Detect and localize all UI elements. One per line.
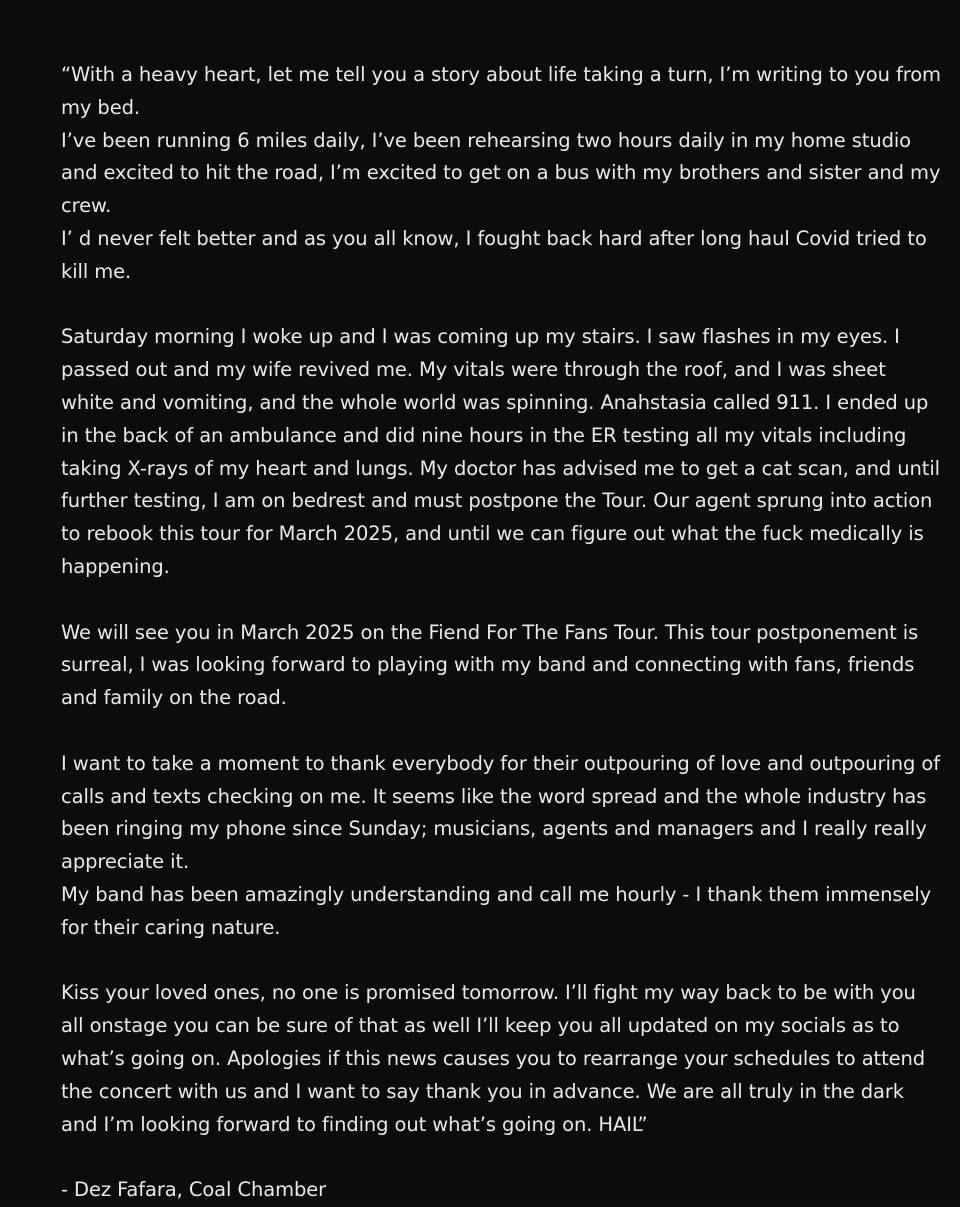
statement-line: We will see you in March 2025 on the Fiend For The Fans Tour. This tour postponement is surreal, I was looking forward to playing with my band and connecting with fans, friends and family on the road. [61, 620, 925, 710]
statement-line: I want to take a moment to thank everybody for their outpouring of love and outpouring of calls and texts checking on me. It seems like the word spread and the whole industry has been ringing my phone since Sunday; musicians, agents and managers and I really really appreciate it. [61, 751, 947, 874]
statement-line: I’ d never felt better and as you all know, I fought back hard after long haul Covid tried to kill me. [61, 226, 933, 283]
paragraph-closing [61, 977, 941, 1141]
statement-line: I’ve been running 6 miles daily, I’ve been rehearsing two hours daily in my home studio and excited to hit the road, I’m excited to get on a bus with my brothers and sister and my crew. [61, 128, 947, 218]
paragraph-incident [61, 321, 947, 583]
statement-line: Saturday morning I woke up and I was coming up my stairs. I saw flashes in my eyes. I passed out and my wife revived me. My vitals were through the roof, and I was sheet white and vomiting, and the whole world was spinning. Anahstasia called 911. I ended up in the back of an ambulance and did nine hours in the ER testing all my vitals including taking X-rays of my heart and lungs. My doctor has advised me to get a cat scan, and until further testing, I am on bedrest and must postpone the Tour. Our agent sprung into action to rebook this tour for March 2025, and until we can figure out what the fuck medically is happening. [61, 325, 947, 578]
statement-body [61, 59, 948, 1207]
paragraph-thanks [61, 748, 947, 945]
statement-line: My band has been amazingly understanding and call me hourly - I thank them immensely for their caring nature. [61, 882, 938, 939]
paragraph-postponement [61, 617, 941, 715]
signature: - Dez Fafara, Coal Chamber [61, 1178, 327, 1202]
statement-line: Kiss your loved ones, no one is promised tomorrow. I’ll fight my way back to be with you all onstage you can be sure of that as well I’ll keep you all updated on my socials as to what’s going on. Apologies if this news causes you to rearrange your schedules to attend the concert with us and I want to say thank you in advance. We are all truly in the dark and I’m looking forward to finding out what’s going on. HAIL” [61, 981, 932, 1136]
statement-line: “With a heavy heart, let me tell you a story about life taking a turn, I’m writing to you from my bed. [61, 63, 948, 119]
paragraph-intro [61, 59, 948, 289]
